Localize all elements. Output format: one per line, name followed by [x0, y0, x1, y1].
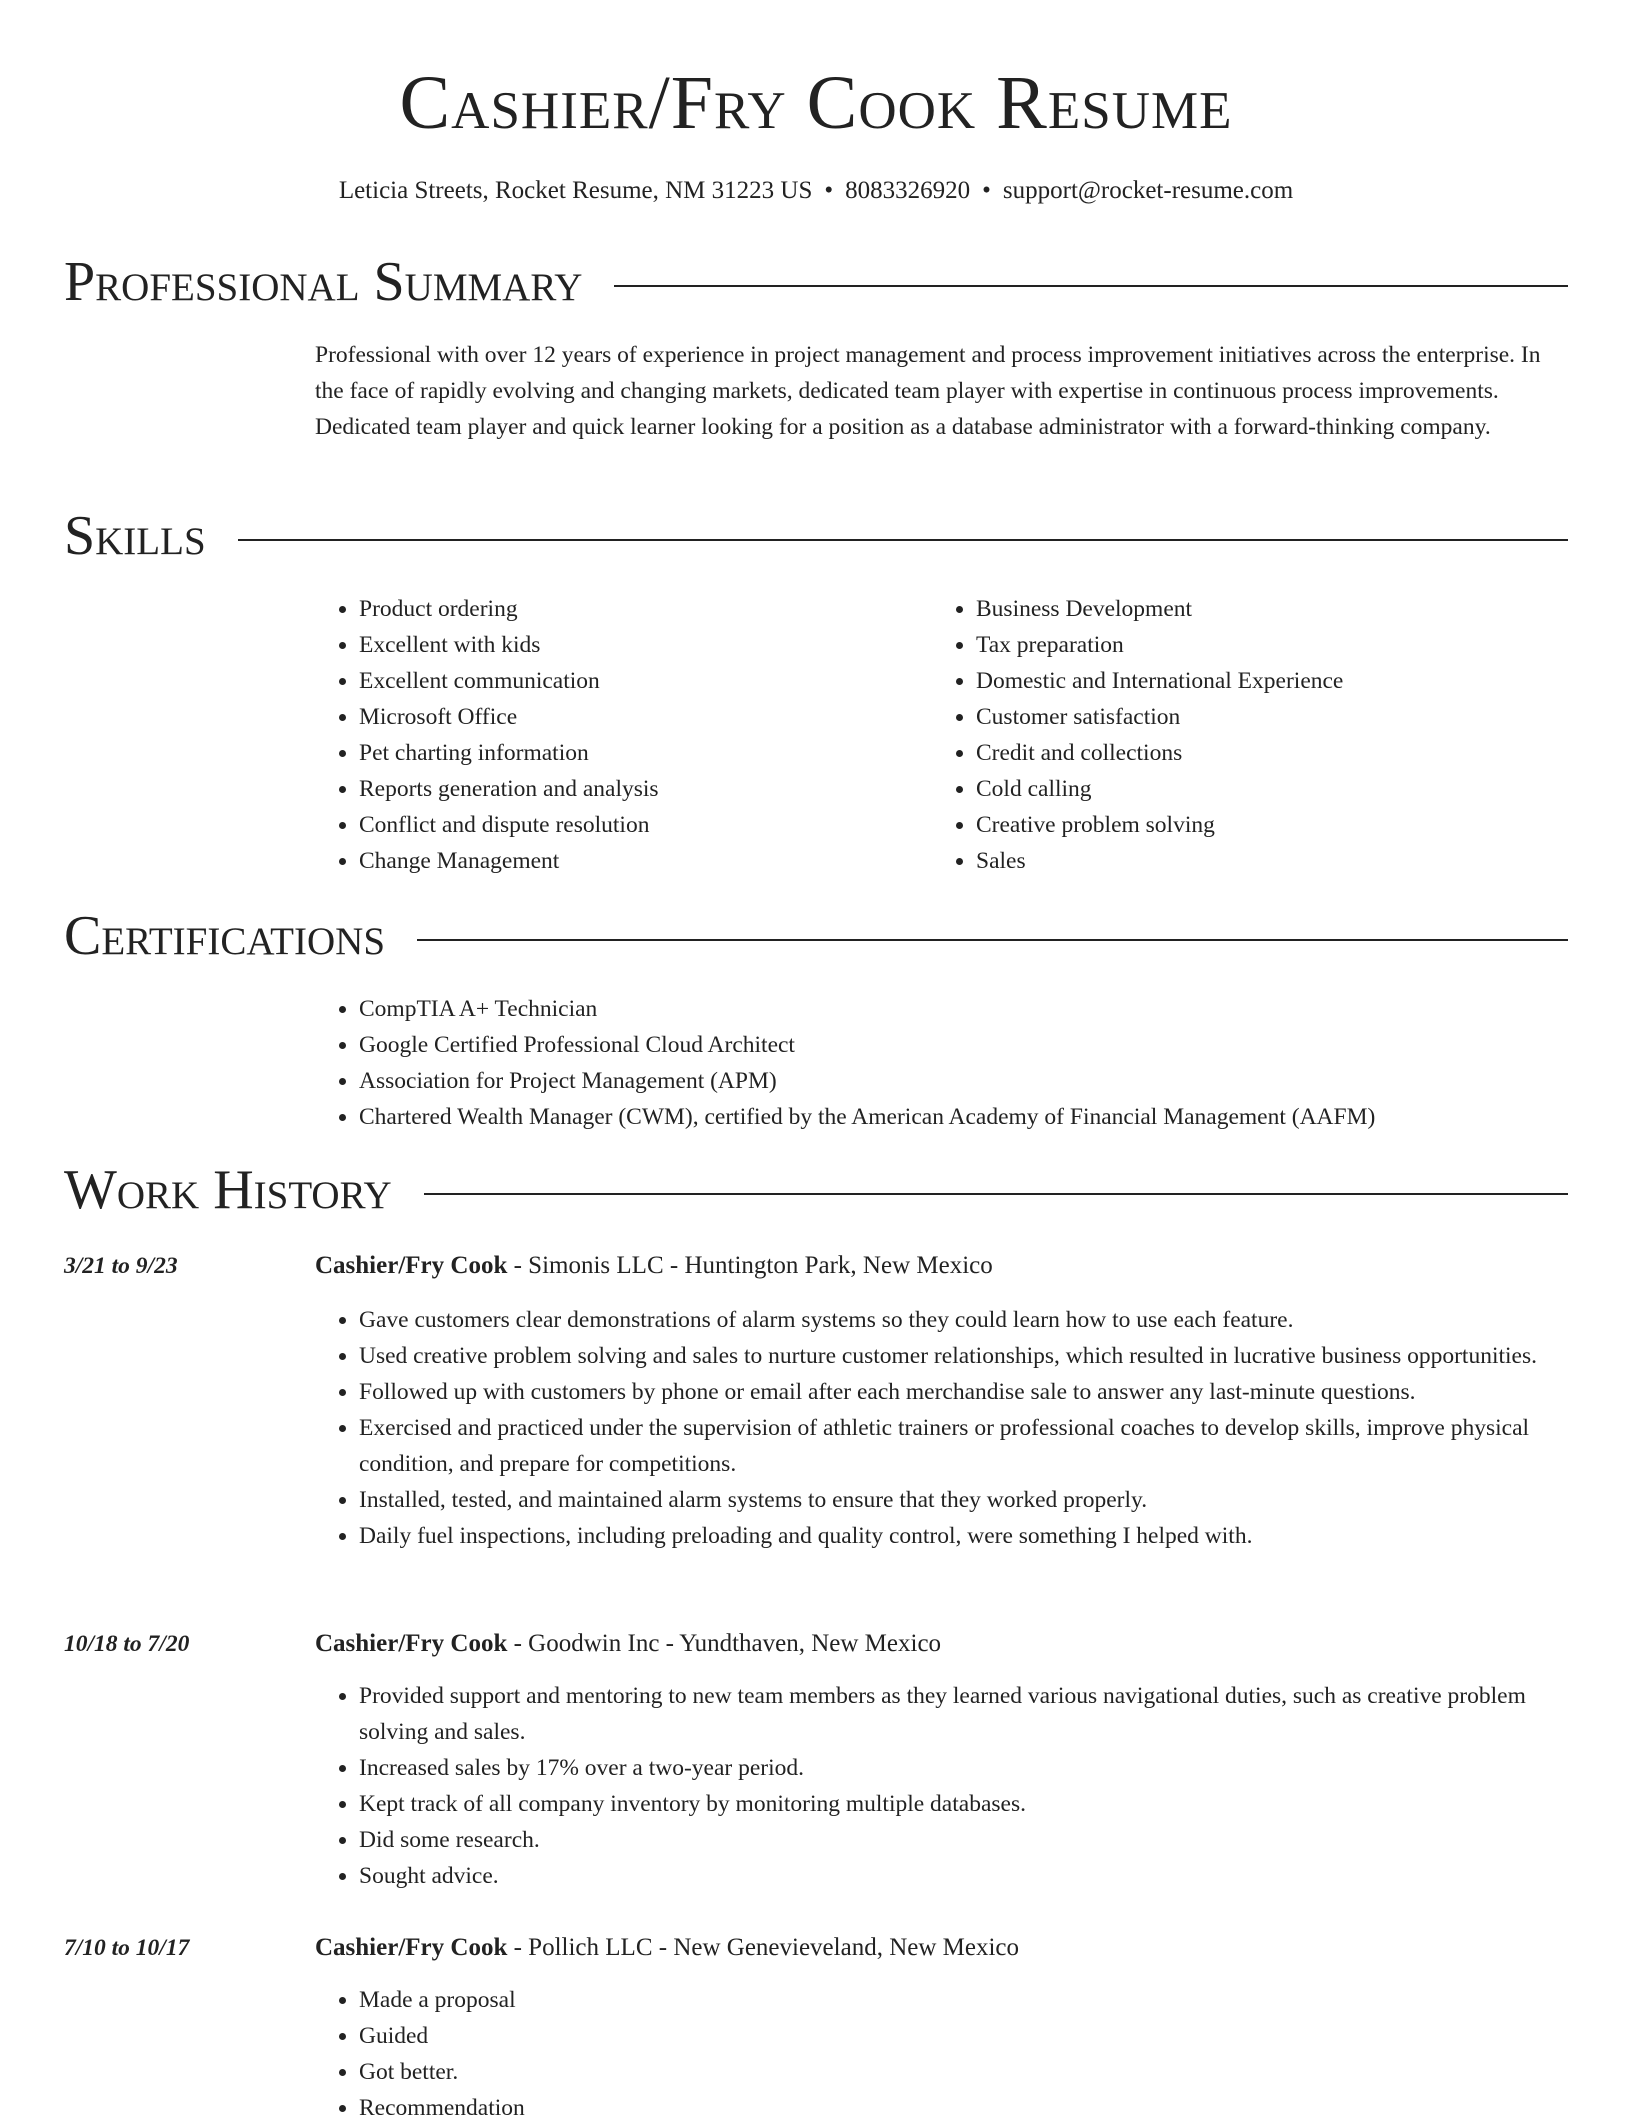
certification-item: • Chartered Wealth Manager (CWM), certified by the American Academy of Financial Management (AAFM) [359, 1099, 1568, 1135]
job-responsibilities [315, 1982, 1568, 2126]
job-bullet: • Got better. [359, 2054, 1568, 2090]
section-divider [614, 285, 1568, 287]
job-bullet-list [315, 1982, 1568, 2126]
certifications-list [315, 991, 1568, 1135]
skill-item: • Creative problem solving [976, 807, 1568, 843]
job-employer-location: - Simonis LLC - Huntington Park, New Mexico [507, 1252, 993, 1279]
section-divider [417, 939, 1568, 941]
skill-item: • Customer satisfaction [976, 699, 1568, 735]
skill-item: • Domestic and International Experience [976, 663, 1568, 699]
skill-item: • Pet charting information [359, 735, 915, 771]
job-dates: 10/18 to 7/20 [64, 1631, 190, 1657]
contact-phone: 8083326920 [845, 177, 971, 204]
job-bullet: • Increased sales by 17% over a two-year period. [359, 1750, 1568, 1786]
job-employer-location: - Goodwin Inc - Yundthaven, New Mexico [507, 1630, 942, 1657]
contact-line [0, 174, 1632, 208]
section-divider [238, 539, 1568, 541]
work-section-header [64, 1158, 1568, 1222]
contact-separator: • [982, 177, 991, 204]
job-dates: 3/21 to 9/23 [64, 1253, 178, 1279]
job-bullet: • Made a proposal [359, 1982, 1568, 2018]
section-divider [424, 1193, 1568, 1195]
contact-separator: • [824, 177, 834, 204]
job-bullet: • Sought advice. [359, 1858, 1568, 1894]
job-bullet: • Recommendation [359, 2090, 1568, 2126]
job-employer-location: - Pollich LLC - New Genevieveland, New Mexico [507, 1934, 1020, 1961]
job-bullet: • Gave customers clear demonstrations of alarm systems so they could learn how to use each feature. [359, 1302, 1568, 1338]
job-bullet: • Exercised and practiced under the supervision of athletic trainers or professional coaches to develop skills, improve physical condition, and prepare for competitions. [359, 1410, 1568, 1482]
job-title: Cashier/Fry Cook [315, 1252, 508, 1279]
skills-right-list [932, 591, 1568, 879]
job-bullet: • Kept track of all company inventory by monitoring multiple databases. [359, 1786, 1568, 1822]
skill-item: • Credit and collections [976, 735, 1568, 771]
skill-item: • Sales [976, 843, 1568, 879]
job-bullet: • Guided [359, 2018, 1568, 2054]
skill-item: • Cold calling [976, 771, 1568, 807]
skill-item: • Excellent with kids [359, 627, 915, 663]
job-bullet: • Used creative problem solving and sales to nurture customer relationships, which resulted in lucrative business opportunities. [359, 1338, 1568, 1374]
certifications-section-header [64, 904, 1568, 968]
skills-left-column [315, 591, 915, 879]
job-title-line [315, 1626, 941, 1662]
job-responsibilities [315, 1302, 1568, 1554]
job-bullet: • Did some research. [359, 1822, 1568, 1858]
skill-item: • Change Management [359, 843, 915, 879]
skill-item: • Excellent communication [359, 663, 915, 699]
certifications-block [315, 991, 1568, 1135]
skills-heading: Skills [64, 505, 206, 567]
skill-item: • Business Development [976, 591, 1568, 627]
work-heading: Work History [64, 1159, 392, 1221]
job-bullet-list [315, 1678, 1568, 1894]
job-responsibilities [315, 1678, 1568, 1894]
contact-email[interactable]: support@rocket-resume.com [1002, 177, 1294, 204]
skill-item: • Reports generation and analysis [359, 771, 915, 807]
job-title: Cashier/Fry Cook [315, 1630, 508, 1657]
summary-section-header [64, 250, 1568, 314]
skill-item: • Conflict and dispute resolution [359, 807, 915, 843]
skills-left-list [315, 591, 915, 879]
skills-section-header [64, 504, 1568, 568]
job-dates: 7/10 to 10/17 [64, 1935, 190, 1961]
job-bullet: • Provided support and mentoring to new team members as they learned various navigational duties, such as creative problem solving and sales. [359, 1678, 1568, 1750]
job-title-line [315, 1248, 993, 1284]
job-title: Cashier/Fry Cook [315, 1934, 508, 1961]
certification-item: • CompTIA A+ Technician [359, 991, 1568, 1027]
skill-item: • Product ordering [359, 591, 915, 627]
summary-heading: Professional Summary [64, 251, 583, 313]
skills-right-column [932, 591, 1568, 879]
contact-address: Leticia Streets, Rocket Resume, NM 31223 US [338, 177, 813, 204]
job-bullet: • Daily fuel inspections, including preloading and quality control, were something I helped with. [359, 1518, 1568, 1554]
job-bullet: • Installed, tested, and maintained alarm systems to ensure that they worked properly. [359, 1482, 1568, 1518]
job-bullet-list [315, 1302, 1568, 1554]
summary-text: Professional with over 12 years of experience in project management and process improvement initiatives across the enterprise. In the face of rapidly evolving and changing markets, dedicated team player with expertise in continuous process improvements. Dedicated team player and quick learner looking for a position as a database administrator with a forward-thinking company. [315, 342, 1541, 440]
skill-item: • Tax preparation [976, 627, 1568, 663]
skill-item: • Microsoft Office [359, 699, 915, 735]
resume-title: Cashier/Fry Cook Resume [399, 61, 1233, 145]
certification-item: • Association for Project Management (APM) [359, 1063, 1568, 1099]
job-bullet: • Followed up with customers by phone or email after each merchandise sale to answer any last-minute questions. [359, 1374, 1568, 1410]
certifications-heading: Certifications [64, 905, 386, 967]
job-title-line [315, 1930, 1019, 1966]
certification-item: • Google Certified Professional Cloud Architect [359, 1027, 1568, 1063]
